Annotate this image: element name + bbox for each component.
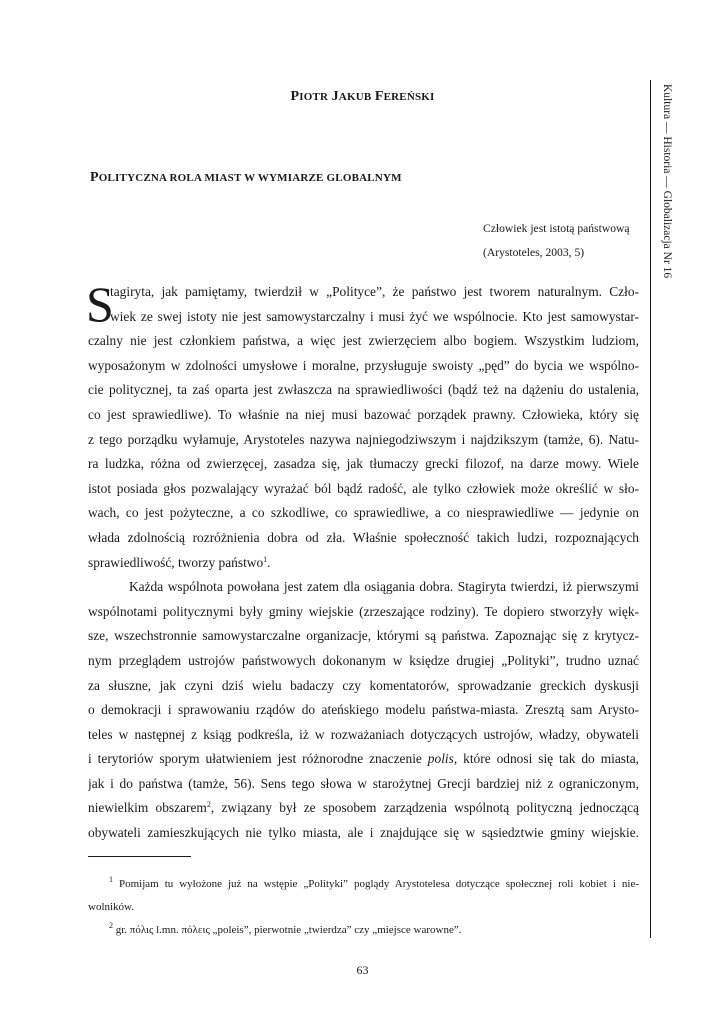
body-line: co jest sprawiedliwe). To właśnie na niej musi bazować porządek prawny. Człowieka, który się <box>88 406 639 422</box>
footnote-1-number: 1 <box>109 875 113 884</box>
body-line: jak i do państwa (tamże, 56). Sens tego słowa w starożytnej Grecji bardziej niż z ograniczonym, <box>88 775 639 791</box>
footnote-1-line-1 <box>88 873 639 896</box>
body-line-fnref2 <box>88 796 639 821</box>
body-line-polis <box>88 747 639 772</box>
footnote-ref-2[interactable]: 2 <box>206 800 211 810</box>
body-line: cie politycznej, ta zaś oparta jest zwłaszcza na sprawiedliwości (bądź też na dążeniu do ustalenia, <box>88 382 639 398</box>
body-line: z tego porządku wyłamuje, Arystoteles nazywa najniegodziwszym i najdzikszym (tamże, 6). Natu- <box>88 431 639 447</box>
epigraph <box>483 217 633 265</box>
footnote-2-text: gr. πόλις l.mn. πόλεις „poleis”, pierwotnie „twierdza” czy „miejsce warowne”. <box>113 924 462 936</box>
author-last-rest: EREŃSKI <box>383 91 435 103</box>
body-line: wyposażonym w zdolności umysłowe i moralne, przysługuje swoisty „pęd” do bycia we wspólno- <box>88 357 639 373</box>
author-middle-rest: AKUB <box>338 91 372 103</box>
polis-after: , które odnosi się tak do miasta, <box>453 751 639 767</box>
footnote-1-line-2: wolników. <box>88 901 135 913</box>
article-body <box>86 276 639 846</box>
footnote-2 <box>88 919 639 942</box>
body-line: ra ludzka, różna od zwierzęcej, zasadza się, jak tłumaczy grecki filozof, na darze mowy. Wiele <box>88 456 639 472</box>
article-title <box>90 170 402 186</box>
body-line: o demokracji i sprawowaniu rządów do ateńskiego modelu państwa-miasta. Zresztą sam Arysto- <box>88 702 639 718</box>
body-line: Każda wspólnota powołana jest zatem dla osiągania dobra. Stagiryta twierdzi, iż pierwszymi <box>129 579 639 595</box>
line10-after: , związany był ze sposobem zarządzenia wspólnotą polityczną jednoczącą <box>210 800 639 816</box>
body-line: wach, co jest pożyteczne, a co szkodliwe, co sprawiedliwe, a co niesprawiedliwe — jedynie on <box>88 505 639 521</box>
journal-side-label: Kultura — Historia — Globalizacja Nr 16 <box>661 84 673 279</box>
title-initial: P <box>90 170 99 185</box>
body-line-last <box>88 551 639 576</box>
body-line: czalny nie jest członkiem państwa, a więc jest zwierzęciem albo bogiem. Wszystkim ludziom, <box>88 333 639 349</box>
body-line: za słuszne, jak czyni dziś wielu badaczy czy komentatorów, sprowadzanie greckich dyskusji <box>88 677 639 693</box>
body-line-last-end: . <box>267 554 271 570</box>
epigraph-quote: Człowiek jest istotą państwową <box>483 222 630 235</box>
paragraph-2 <box>88 575 639 846</box>
paragraph-1 <box>86 276 639 575</box>
author-first-rest: IOTR <box>299 91 329 103</box>
line10-before: niewielkim obszarem <box>88 800 207 816</box>
body-line-last-text: sprawiedliwość, tworzy państwo <box>88 554 264 570</box>
author-name <box>0 88 725 105</box>
side-vertical-rule <box>650 80 651 938</box>
author-first-initial: P <box>290 89 300 104</box>
epigraph-source: (Arystoteles, 2003, 5) <box>483 246 585 259</box>
body-line: istot posiada głos pozwalający wyrażać ból bądź radość, ale tylko człowiek może określić w sło- <box>88 480 639 496</box>
footnotes <box>88 873 639 942</box>
footnote-ref-1[interactable]: 1 <box>263 554 268 564</box>
footnote-1-text: Pomijam tu wyłożone już na wstępie „Polityki” poglądy Arystotelesa dotyczące społecznej roli kobiet i nie- <box>113 878 639 890</box>
body-line: tagiryta, jak pamiętamy, twierdził w „Polityce”, że państwo jest tworem naturalnym. Czło- <box>110 284 639 299</box>
body-line: wspólnotami politycznymi były gminy wiejskie (zrzeszające rodziny). Te dopiero stworzyły więk- <box>88 603 639 619</box>
page-number: 63 <box>356 963 369 977</box>
body-line: obywateli zamieszkujących nie tylko miasta, ale i znajdujące się w sąsiedztwie gminy wiejskie. <box>88 825 639 841</box>
author-middle-initial: J <box>331 89 339 104</box>
author-last-initial: F <box>374 89 384 104</box>
body-line: nym przeglądem ustrojów państwowych dokonanym w księdze drugiej „Polityki”, trudno uznać <box>88 652 639 668</box>
drop-cap: S <box>86 276 114 332</box>
body-line: włada zdolnością rozróżnienia dobra od zła. Właśnie społeczność takich ludzi, rozpoznających <box>88 529 639 545</box>
polis-italic: polis <box>427 751 454 767</box>
title-rest: OLITYCZNA ROLA MIAST W WYMIARZE GLOBALNYM <box>98 172 402 184</box>
body-line: sze, wszechstronnie samowystarczalne organizacje, którymi są państwa. Zapoznając się z krytycz- <box>88 628 639 644</box>
footnote-2-number: 2 <box>109 921 113 930</box>
body-line: wiek ze swej istoty nie jest samowystarczalny i musi żyć we wspólnocie. Kto jest samowystar- <box>110 308 639 324</box>
polis-before: i terytoriów sporym ułatwieniem jest różnorodne znaczenie <box>88 751 428 767</box>
body-line: teles w następnej z ksiąg podkreśla, iż w rozważaniach dotyczących ustrojów, władzy, obywateli <box>88 726 639 742</box>
footnote-separator <box>88 856 191 857</box>
